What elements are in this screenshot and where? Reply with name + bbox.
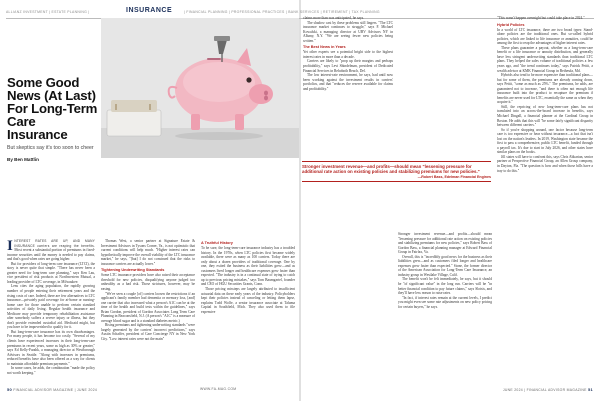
page-number-left: 50	[7, 387, 13, 392]
body-paragraph: Those pricing missteps are largely attributed to insufficient actuarial data on these early years of the industry. Policyholders kept their policies instead of canceling or letting them lapse, explains Todd Wolfe, a senior insurance associate at Taluma Capital in Southfield, Mich. They also used them to file expensive	[201, 286, 295, 314]
body-paragraph: Some LTC insurance providers have also raised their acceptance threshold for new policies, disqualifying anyone judged too unhealthy as a bad risk. Those strictures, however, may be easing.	[101, 273, 195, 291]
section-label: INSURANCE	[126, 7, 173, 14]
body-paragraph: But for providers of long-term care insurance (LTCI), the story is never quite that simple. "There has never been a greater need for long-term care planning," says Ken Lau, vice president of risk products at Northwestern Mutual, a leading provider of LTC coverage, in Milwaukee.	[7, 261, 95, 284]
body-paragraph: Hybrids also tend to be more expensive than traditional plans—but for some of them, the premiums are already coming down, says Pettit, "some as much as 25%." The premiums, he adds, are guaranteed not to increase, "and there is often not enough life insurance built into the product to recapture the premium if benefits are never used for LTC, essentially the same as when they acquire it."	[497, 73, 593, 105]
body-paragraph: So if you're shopping around, one factor because long-term care is too expensive or hear without insurance—a fact that isn't lost on the nation's leaders. In 2019, Washington state became the first to pass a comprehensive, public LTC benefit, funded through a payroll tax. It's due to start in July 2026, and other states have similar plans on the books.	[497, 127, 593, 155]
footer-pub-right: JUNE 2024 | FINANCIAL ADVISOR MAGAZINE	[502, 388, 587, 392]
subhead-hybrid: Hybrid Policies	[497, 22, 525, 27]
body-paragraph: Most recent a substantial portion of premiums in fixed-income securities until the money is needed to pay claims, and that's good when rates are going higher.	[7, 248, 95, 262]
body-paragraph: Jill states will have to confront this, says Chris Abkarian, senior partner at Perspective Financial Group, an Allen Group company, in Dayton, Fla. "The question is how and when those bills have a tray to do this."	[497, 154, 593, 173]
body-paragraph: To be sure, the long-term-care insurance industry has a troubled history. In the 1970s, when LTC policies first became widely available, there were as many as 100 carriers. Today there are only about a dozen providers of traditional coverage. One by one, they exited the business as their liabilities grew—and as customers lived longer and healthcare expenses grew faster than expected. "The industry is in a continual state of trying to catch up to previous pricing mistakes," says Tom Baumgartel, founder and CEO of HGU Securities Grants, Conn.	[201, 246, 295, 287]
body-paragraph: Overall, this is "incredibly good news for the business as their liabilities grew—and as customers filed longer and healthcare expenses grew faster than expected." Stone, the former director of the American Association for Long-Term Care Insurance, an industry group in Westlake Village, Calif.	[398, 254, 492, 277]
body-paragraph: These plans guarantee a payout, whether as a long-term-care benefit or a life insurance or annuity distribution, and generally have less stringent underwriting standards than traditional LTC plans. They helped the sales volume of traditional policies a few years ago, and "the trend continues today," says Patrick Pettit, a wealth advisor at KMK Financial Group in Bethesda, Md.	[497, 45, 593, 73]
article-illustration	[101, 18, 299, 158]
body-paragraph: Thomas West, a senior partner at Signature Estate & Investment Advisors in Tysons Corner, Va., is not optimistic that current conditions will help much. "Higher interest rates can hypothetically improve the overall viability of the LTC insurance market," he says, "[but] I do not construed that the risks to insurance carriers are actually lower."	[101, 239, 195, 266]
subhead-truthful-history: A Truthful History	[201, 241, 233, 245]
page-number-right: 51	[587, 387, 593, 392]
subhead-tightening: Tightening Underwriting Standards	[101, 268, 165, 273]
body-column-6	[398, 232, 492, 309]
footer-site	[200, 387, 236, 391]
body-paragraph: "This wasn't happen overnight but could take place in 2024."	[497, 16, 585, 20]
running-header-right: | FINANCIAL PLANNING | PROFESSIONAL PRACTICES | BANK SERVICES | RETIREMENT | TAX PLANNING	[184, 10, 380, 14]
body-paragraph: Rising premiums and tightening underwriting standards "were largely generated by the carriers' incorrect predictions," says Austin Schaffer, president of Care Concierge NY in New York City. "Low interest rates were not the main"	[101, 323, 195, 341]
footer-right	[503, 387, 593, 392]
body-paragraph: "We've seen a couple [of] carriers loosen the restrictions if an applicant's family member had dementia or memory loss, [and] one carrier that also increased what a person's A1C can be at the time of the health and build tests within the guidelines," says Brian Gordon, president of Gordon Associates Long Term Care Planning in Beaconsfield, N.J. (A person's "A1C" is a measure of average blood sugar and is a standard diabetes metric.)	[101, 291, 195, 323]
body-column-4	[303, 16, 393, 91]
footer-left	[7, 387, 97, 392]
body-paragraph: "In fact, if interest rates remain at the current levels, I predict you might even see some rate adjustments on new policy pricing for certain buyers," he says.	[398, 295, 492, 309]
running-header-left: ALLIANZ INVESTMENT | ESTATE PLANNING |	[6, 10, 90, 14]
piggy-bank-illustration	[101, 18, 299, 158]
body-paragraph: Still, the repricing of new long-term-care plans has not translated into an across-the-board increase in benefits, says Michael Dingall, a financial planner at the Cardinal Group in Boston. He adds that this will "be some fairly significant disparity between different carriers."	[497, 104, 593, 128]
footer-website: WWW.FA-MAG.COM	[200, 387, 237, 391]
pull-quote-attribution: —Robert Bass, Edelman Financial Engines	[417, 175, 491, 180]
subhead-best-news: The Best News in Years	[303, 45, 346, 50]
pull-quote	[302, 161, 491, 182]
footer-pub-left: FINANCIAL ADVISOR MAGAZINE | JUNE 2024	[13, 388, 98, 392]
pull-quote-rule-bottom	[302, 181, 491, 182]
body-paragraph: claims more than was anticipated, he says.	[303, 16, 365, 20]
headline-block	[7, 76, 99, 162]
body-paragraph: Stronger investment revenue—and profits—should mean "lessening pressure for additional rate action on existing policies and stabilizing premiums for new policies," says Robert Bass of Gordon Bass, a financial planning manager at Edward Financial Group in Fairfax, Va.	[398, 232, 492, 255]
body-paragraph: But long-term-care insurance has its own disadvantages. For many people, it has become too costly. "Several of my clients have experienced increases in their long-term-care premiums in recent years, some as high as 30% or greater," says Ed Kelly-Farahk, a managing director at Westborough Advisors in Seattle. "Along with increases in premiums, reduced benefits have also been offered as a way for clients to maintain affordable premium payments."	[7, 329, 95, 366]
drop-cap: I	[7, 237, 13, 254]
body-column-1	[7, 239, 95, 375]
body-paragraph: Carriers are likely to "prop up their margins and perhaps profitability," says Levi Shindelman, president of Dedicated Financial Services in Rehoboth Beach, Del.	[303, 59, 393, 73]
body-paragraph: In some cases, he adds, the combination "made the policy not worth keeping."	[7, 366, 95, 375]
article-byline: By Ben Mattlin	[7, 157, 39, 162]
body-column-3	[201, 239, 295, 314]
lead-paragraph	[7, 239, 95, 262]
article-title: Some Good News (At Last) For Long-Term Care Insurance	[7, 75, 98, 142]
body-paragraph: Lens cites the aging population, the rapidly growing number of people entering their retirement years and the rising costs of care. Indeed, there are few alternatives to LTC insurance—privately paid coverage for at-home or nursing-home care for those unable to perform certain standard activities of daily living. Regular health insurance and Medicare may provide temporary rehabilitation assistance after somebody suffers a severe injury or illness, but they don't provide extended custodial aid. Medicaid might, but you have to be impoverished to qualify for it.	[7, 284, 95, 330]
page-gutter	[299, 0, 301, 401]
lead-caps: NTEREST RATES ARE UP, AND MANY INSURANCE carriers are reaping the benefits.	[14, 239, 95, 248]
body-paragraph: The low interest-rate environment, he says, had until now been working against the investment results in carriers' portfolios, and that "reduces the reserve available for claims and profitability."	[303, 73, 393, 91]
body-paragraph: The benefit won't be felt immediately, he says, but it should be "of significant value" in the long run. Carriers will be "in better financial condition to pay future claims," says Slotsis, and they'll have less reason to raise rates.	[398, 277, 492, 296]
article-deck: But skeptics say it's too soon to cheer	[7, 145, 94, 151]
body-column-2	[101, 239, 195, 342]
body-paragraph: The shadow cast by these problems still lingers. "The LTC insurance market continues to struggle," says F. Michael Kowalski, a managing director at UBV Advisors NY in Albany, N.Y. "We are seeing fewer new policies being written."	[303, 20, 393, 43]
body-paragraph: In a world of LTC insurance, there are two broad types: Stand-alone policies are the traditional ones. But so-called hybrid policies, which are linked to life insurance or annuities, could be among the first to reap the advantages of higher interest rates.	[497, 27, 593, 46]
pull-quote-text: Stronger investment revenue—and profits—should mean "lessening pressure for additional rate action on existing policies and stabilizing premiums for new policies."	[302, 163, 480, 174]
pull-quote-rule-top	[302, 161, 491, 162]
body-column-7	[497, 16, 593, 173]
body-paragraph: Yet other experts see a potential bright side to the highest interest rates in more than a decade.	[303, 50, 393, 59]
